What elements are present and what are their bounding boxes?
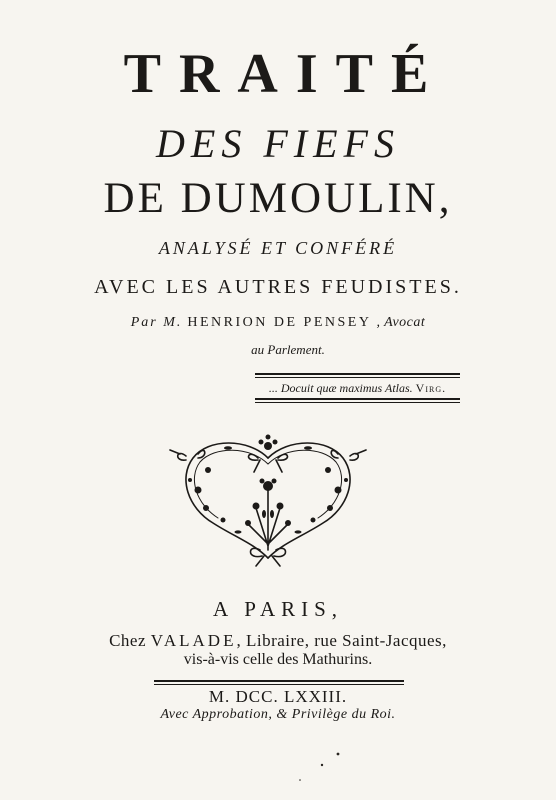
title-traite: TRAITÉ [123, 43, 447, 105]
paper-specks [0, 740, 556, 800]
subtitle-feudistes: AVEC LES AUTRES FEUDISTES. [94, 276, 462, 298]
imprint-publisher-line [0, 631, 556, 651]
title-de-dumoulin: DE DUMOULIN, [103, 175, 453, 222]
imprint-rule-thick [154, 680, 404, 682]
epigraph-quote: ... Docuit quæ maximus Atlas. [268, 381, 413, 395]
imprint-city: A PARIS, [212, 597, 344, 621]
epigraph-bottom-thin-rule [255, 402, 460, 403]
imprint-chez: Chez [109, 631, 147, 650]
epigraph-source: Virg. [415, 381, 447, 395]
author-par: Par M. [130, 315, 183, 330]
imprint-year: M. DCC. LXXIII. [208, 687, 348, 706]
imprint-privilege: Avec Approbation, & Privilège du Roi. [160, 707, 396, 722]
epigraph [255, 381, 460, 396]
imprint-address: , Libraire, rue Saint-Jacques, [236, 631, 447, 650]
floral-heart-garland-icon [168, 428, 368, 568]
author-affiliation: au Parlement. [251, 342, 325, 357]
epigraph-top-thin-rule [255, 377, 460, 378]
subtitle-analyse: ANALYSÉ ET CONFÉRÉ [158, 238, 398, 258]
imprint-rule-thin [154, 684, 404, 685]
author-line [0, 315, 556, 331]
author-role: , Avocat [376, 315, 426, 330]
epigraph-bottom-rule [255, 398, 460, 400]
imprint-address-line2: vis-à-vis celle des Mathurins. [183, 651, 373, 668]
author-name: HENRION DE PENSEY [187, 315, 372, 330]
imprint-publisher: VALADE [150, 631, 237, 650]
epigraph-top-rule [255, 373, 460, 375]
title-des-fiefs: DES FIEFS [156, 121, 400, 166]
